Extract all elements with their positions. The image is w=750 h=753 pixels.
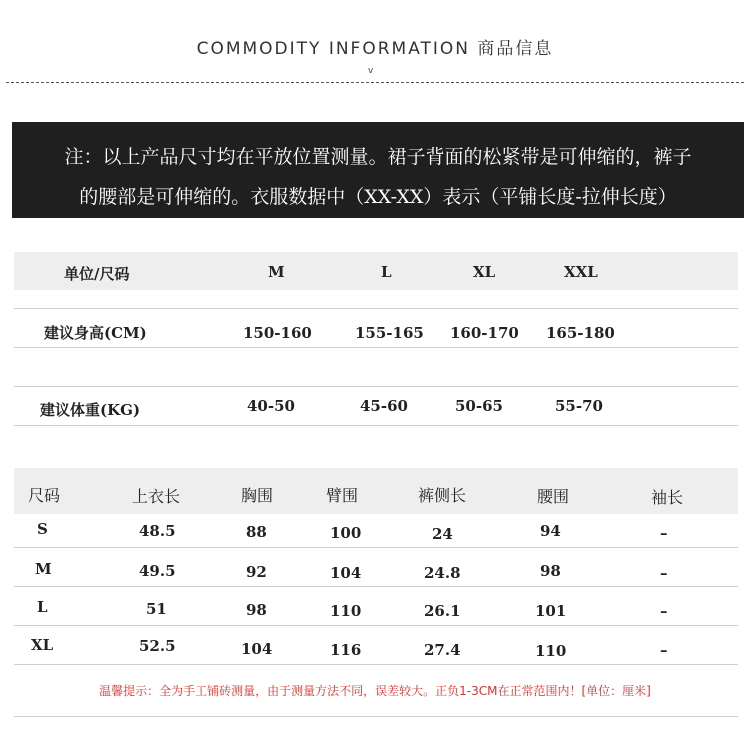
recommend-header-xxl: XXL [564, 263, 598, 281]
size-cell: – [660, 564, 668, 582]
row-divider [14, 547, 738, 548]
size-cell: 88 [246, 523, 267, 541]
recommend-cell: 160-170 [450, 324, 519, 342]
size-cell: 48.5 [139, 522, 176, 540]
size-cell: M [35, 560, 52, 578]
size-cell: – [660, 524, 668, 542]
recommend-header-l: L [381, 263, 392, 281]
recommend-cell: 55-70 [555, 397, 603, 415]
size-cell: 101 [535, 602, 567, 620]
size-header: 胸围 [241, 486, 274, 505]
recommend-cell: 150-160 [243, 324, 312, 342]
size-header: 臂围 [326, 486, 359, 505]
size-header: 袖长 [651, 488, 684, 507]
bottom-divider [14, 716, 738, 717]
recommend-cell: 45-60 [360, 397, 408, 415]
size-cell: 104 [241, 640, 273, 658]
size-cell: 116 [330, 641, 362, 659]
size-cell: 104 [330, 564, 362, 582]
dashed-divider [6, 82, 744, 83]
recommend-header-m: M [268, 263, 285, 281]
size-cell: 98 [540, 562, 561, 580]
size-header: 裤侧长 [418, 486, 467, 505]
page-title: COMMODITY INFORMATION 商品信息 [196, 39, 554, 59]
size-cell: 100 [330, 524, 362, 542]
recommend-header-unit: 单位/尺码 [64, 265, 130, 283]
row-divider [14, 664, 738, 665]
size-cell: 49.5 [139, 562, 176, 580]
recommend-cell: 50-65 [455, 397, 503, 415]
size-cell: – [660, 602, 668, 620]
size-cell: 110 [535, 642, 567, 660]
size-cell: 92 [246, 563, 267, 581]
recommend-row-label: 建议体重(KG) [40, 401, 141, 419]
size-cell: 24 [432, 525, 453, 543]
row-divider [14, 308, 738, 309]
note-box [12, 122, 744, 218]
size-cell: 94 [540, 522, 561, 540]
recommend-cell: 155-165 [355, 324, 424, 342]
recommend-header-xl: XL [473, 263, 496, 281]
size-header: 腰围 [537, 487, 570, 506]
size-cell: 27.4 [424, 641, 461, 659]
size-cell: XL [31, 636, 54, 654]
size-cell: 51 [146, 600, 167, 618]
warning-note: 温馨提示：全为手工铺砖测量，由于测量方法不同，误差较大。正负1-3CM在正常范围内！[单位：厘米] [99, 684, 651, 698]
row-divider [14, 425, 738, 426]
chevron-down-icon: v [368, 66, 374, 76]
row-divider [14, 347, 738, 348]
size-cell: 26.1 [424, 602, 461, 620]
row-divider [14, 586, 738, 587]
size-header: 上衣长 [132, 487, 181, 506]
size-header: 尺码 [28, 486, 61, 505]
size-cell: 110 [330, 602, 362, 620]
row-divider [14, 386, 738, 387]
size-cell: S [37, 520, 48, 538]
recommend-cell: 165-180 [546, 324, 615, 342]
note-line-1: 注：以上产品尺寸均在平放位置测量。裙子背面的松紧带是可伸缩的，裤子 [64, 146, 692, 168]
recommend-row-label: 建议身高(CM) [44, 324, 147, 342]
size-cell: 98 [246, 601, 267, 619]
recommend-cell: 40-50 [247, 397, 295, 415]
size-cell: 52.5 [139, 637, 176, 655]
size-table-header [14, 468, 738, 514]
note-line-2: 的腰部是可伸缩的。衣服数据中（XX-XX）表示（平铺长度-拉伸长度） [79, 186, 677, 208]
size-cell: L [37, 598, 48, 616]
size-cell: – [660, 641, 668, 659]
size-cell: 24.8 [424, 564, 461, 582]
row-divider [14, 625, 738, 626]
